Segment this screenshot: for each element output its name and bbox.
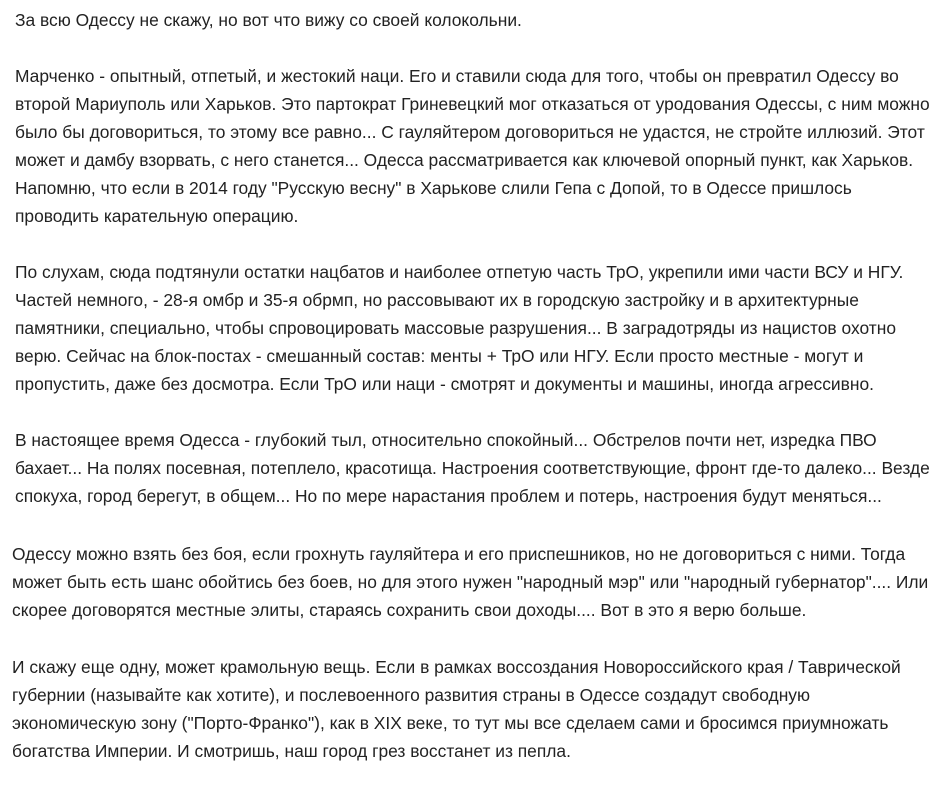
paragraph-porto-franco	[12, 653, 942, 765]
paragraph-rumors	[15, 258, 945, 398]
text-line: губернии (называйте как хотите), и послевоенного развития страны в Одессе создадут свободную	[12, 685, 811, 705]
text-line: второй Мариуполь или Харьков. Это партократ Гриневецкий мог отказаться от уродования Одессы, с ним можно	[15, 94, 930, 114]
text-line: проводить карательную операцию.	[15, 206, 299, 226]
paragraph-current	[15, 426, 945, 510]
text-line: По слухам, сюда подтянули остатки нацбатов и наиболее отпетую часть ТрО, укрепили ими части ВСУ и НГУ.	[15, 262, 904, 282]
text-line: И скажу еще одну, может крамольную вещь. Если в рамках воссоздания Новороссийского края / Таврической	[12, 657, 901, 677]
text-line: было бы договориться, то этому все равно... С гауляйтером договориться не удастся, не стройте иллюзий. Этот	[15, 122, 925, 142]
text-line: может быть есть шанс обойтись без боев, но для этого нужен "народный мэр" или "народный губернатор".... Или	[12, 572, 929, 592]
text-line: скорее договорятся местные элиты, стараясь сохранить свои доходы.... Вот в это я верю больше.	[12, 600, 807, 620]
text-line: Напомню, что если в 2014 году "Русскую весну" в Харькове слили Гепа с Допой, то в Одессе пришлось	[15, 178, 852, 198]
text-line: Одессу можно взять без боя, если грохнуть гауляйтера и его приспешников, но не договориться с ними. Тогда	[12, 544, 906, 564]
text-line: В настоящее время Одесса - глубокий тыл, относительно спокойный... Обстрелов почти нет, изредка ПВО	[15, 430, 877, 450]
text-line: Марченко - опытный, отпетый, и жестокий наци. Его и ставили сюда для того, чтобы он превратил Одессу во	[15, 66, 899, 86]
text-line: может и дамбу взорвать, с него станется... Одесса рассматривается как ключевой опорный пункт, как Харьков.	[15, 150, 914, 170]
text-line: памятники, специально, чтобы спровоцировать массовые разрушения... В заградотряды из нацистов охотно	[15, 318, 897, 338]
text-line: верю. Сейчас на блок-постах - смешанный состав: менты + ТрО или НГУ. Если просто местные - могут и	[15, 346, 864, 366]
paragraph-odessa	[12, 540, 942, 624]
text-line: пропустить, даже без досмотра. Если ТрО или наци - смотрят и документы и машины, иногда агрессивно.	[15, 374, 874, 394]
text-line: спокуха, город берегут, в общем... Но по мере нарастания проблем и потерь, настроения будут меняться...	[15, 486, 882, 506]
paragraph-intro	[15, 6, 945, 34]
text-line: За всю Одессу не скажу, но вот что вижу со своей колокольни.	[15, 10, 522, 30]
text-line: экономическую зону ("Порто-Франко"), как в XIX веке, то тут мы все сделаем сами и бросимся приумножать	[12, 713, 889, 733]
text-line: бахает... На полях посевная, потеплело, красотища. Настроения соответствующие, фронт где-то далеко... Везде	[15, 458, 930, 478]
text-line: богатства Империи. И смотришь, наш город грез восстанет из пепла.	[12, 741, 571, 761]
paragraph-marchenko	[15, 62, 945, 230]
text-line: Частей немного, - 28-я омбр и 35-я обрмп, но рассовывают их в городскую застройку и в архитектурные	[15, 290, 859, 310]
